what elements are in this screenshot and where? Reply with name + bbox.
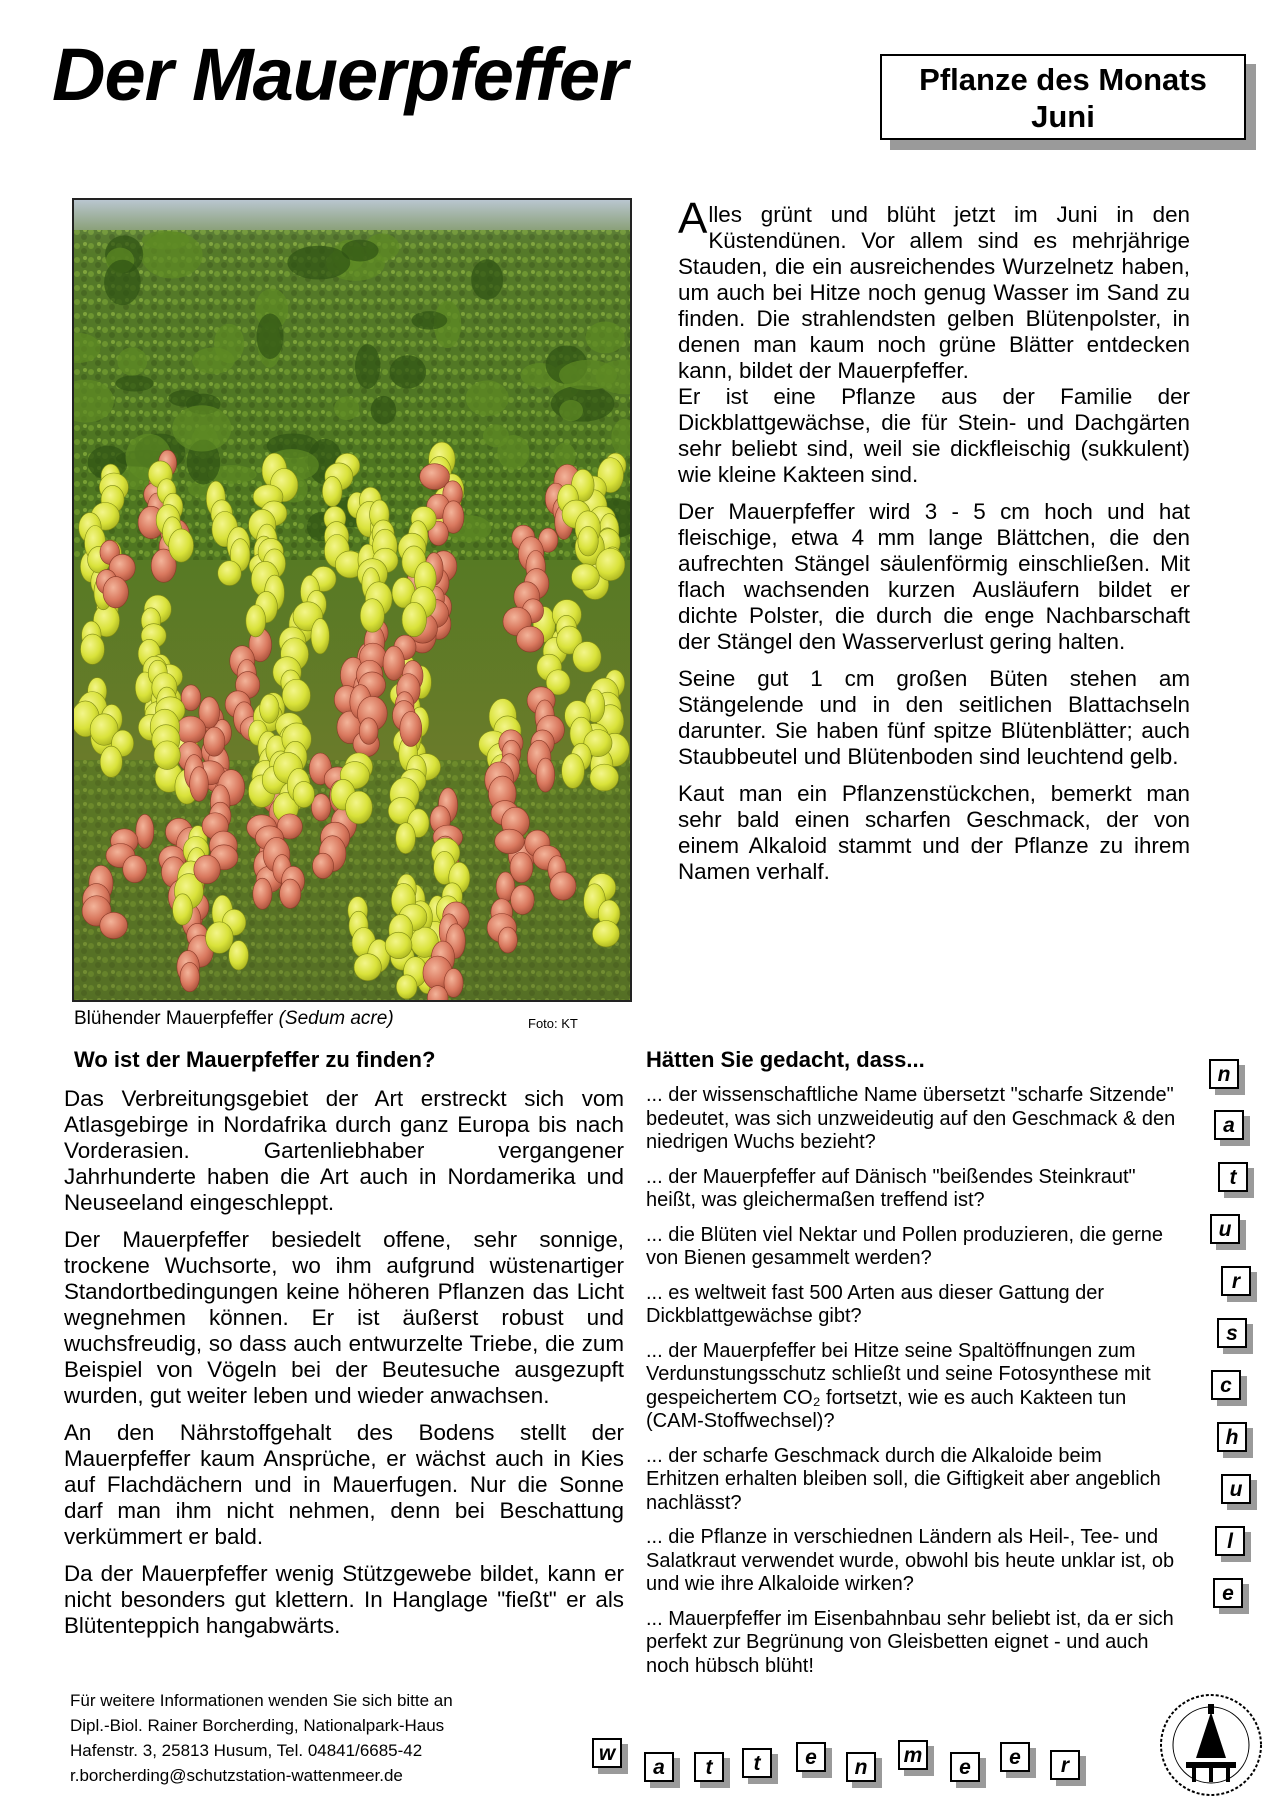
caption-species: (Sedum acre) [278,1008,394,1029]
drop-cap: A [678,194,708,243]
fact-item: ... Mauerpfeffer im Eisenbahnbau sehr beliebt ist, da er sich perfekt zur Begrünung von Gleisbetten eignet - und auch noch hübsch blüht! [646,1607,1174,1677]
side-letter: t [1218,1162,1248,1192]
find-paragraph: Das Verbreitungsgebiet der Art erstreckt sich vom Atlasgebirge in Nordafrika durch ganz Europa bis nach Vorderasien. Gartenliebhaber vergangener Jahrhunderte haben die Art auch in Nordamerika und Neuseeland eingeschleppt. [64,1086,624,1215]
photo-caption [74,1008,394,1030]
bottom-letter: t [742,1748,772,1778]
intro-column [678,194,1190,896]
contact-line: Hafenstr. 3, 25813 Husum, Tel. 04841/6685-42 [70,1741,423,1760]
bottom-letter: m [898,1740,928,1770]
bottom-letter: e [950,1752,980,1782]
find-paragraph: Da der Mauerpfeffer wenig Stützgewebe bildet, kann er nicht besonders gut klettern. In Hanglage "fießt" er als Blütenteppich hangabwärts. [64,1561,624,1638]
facts-list [646,1084,1176,1689]
bottom-letter: w [592,1738,622,1768]
side-letter: u [1210,1214,1240,1244]
find-paragraph: An den Nährstoffgehalt des Bodens stellt der Mauerpfeffer kaum Ansprüche, er wächst auch in Kies auf Flachdächern und in Mauerfugen. Nur die Sonne darf man ihm nicht nehmen, denn bei Beschattung verkümmert er bald. [64,1420,624,1549]
find-paragraph: Der Mauerpfeffer besiedelt offene, sehr sonnige, trockene Wuchsorte, wo ihm aufgrund wüstenartiger Standortbedingungen keine höheren Pflanzen das Licht wegnehmen können. Er ist äußerst robust und wuchsfreudig, so dass auch entwurzelte Triebe, die zum Beispiel von Vögeln bei der Beutesuche ausgezupft wurden, gut weiter leben und wieder anwachsen. [64,1227,624,1408]
bottom-letter: e [796,1742,826,1772]
bottom-letter: r [1050,1750,1080,1780]
intro-paragraph-1b: Er ist eine Pflanze aus der Familie der Dickblattgewächse, die für Stein- und Dachgärten sehr beliebt sind, weil sie dickfleischig (sukkulent) wie kleine Kakteen sind. [678,384,1190,487]
plant-photo [72,198,632,1002]
fact-item: ... es weltweit fast 500 Arten aus dieser Gattung der Dickblattgewächse gibt? [646,1281,1105,1327]
intro-paragraph-3: Seine gut 1 cm großen Büten stehen am Stängelende und in den seitlichen Blattachseln darunter. Sie haben fünf spitze Blütenblätter; auch Staubbeutel und Blütenboden sind leuchtend gelb. [678,666,1190,769]
side-letter: a [1214,1110,1244,1140]
fact-item: ... der scharfe Geschmack durch die Alkaloide beim Erhitzen erhalten bleiben soll, die Giftigkeit aber angeblich nachlässt? [646,1444,1161,1514]
caption-prefix: Blühender Mauerpfeffer [74,1008,279,1029]
intro-paragraph-1: Alles grünt und blüht jetzt im Juni in den Küstendünen. Vor allem sind es mehrjährige Stauden, die ein ausreichendes Wurzelnetz haben, um auch bei Hitze noch genug Wasser im Sand zu finden. Die strahlendsten gelben Blütenpolster, in denen man kaum noch grüne Blätter entdecken kann, bildet der Mauerpfeffer. [678,194,1190,383]
contact-line: Dipl.-Biol. Rainer Borcherding, Nationalpark-Haus [70,1716,445,1735]
find-column [64,1086,624,1650]
contact-email: r.borcherding@schutzstation-wattenmeer.de [70,1766,403,1785]
side-letter: s [1217,1318,1247,1348]
month-box-line2: Juni [1031,99,1095,134]
contact-info [70,1688,453,1788]
intro-paragraph-2: Der Mauerpfeffer wird 3 - 5 cm hoch und hat fleischige, etwa 4 mm lange Blättchen, die den aufrechten Stängel säulenförmig einschließen. Mit flach wachsenden kurzen Ausläufern bildet er dichte Polster, die durch die enge Nachbarschaft der Stängel den Wasserverlust gering halten. [678,499,1190,654]
side-letter: u [1221,1474,1251,1504]
plant-of-month-box [880,54,1246,140]
side-letter: c [1211,1370,1241,1400]
side-letter: e [1213,1578,1243,1608]
side-letter: n [1209,1059,1239,1089]
bottom-letter: e [1000,1742,1030,1772]
bottom-letter: n [846,1752,876,1782]
side-letter: h [1217,1422,1247,1452]
intro-paragraph-4: Kaut man ein Pflanzenstückchen, bemerkt man sehr bald einen scharfen Geschmack, der von einem Alkaloid stammt und der Pflanze zu ihrem Namen verhalf. [678,781,1190,884]
fact-item: ... der wissenschaftliche Name übersetzt "scharfe Sitzende" bedeutet, was sich unzweideutig auf den Geschmack & den niedrigen Wuchs bezieht? [646,1084,1176,1153]
sedum-photo-illustration [74,200,630,1000]
side-letter: l [1215,1526,1245,1556]
page-title: Der Mauerpfeffer [52,33,627,116]
schutzstation-logo-icon [1156,1690,1266,1800]
bottom-letter: t [694,1752,724,1782]
fact-item: ... die Blüten viel Nektar und Pollen produzieren, die gerne von Bienen gesammelt werden? [646,1223,1163,1269]
contact-line: Für weitere Informationen wenden Sie sich bitte an [70,1691,453,1710]
find-heading: Wo ist der Mauerpfeffer zu finden? [74,1047,436,1072]
bottom-letter: a [644,1752,674,1782]
fact-item: ... der Mauerpfeffer bei Hitze seine Spaltöffnungen zum Verdunstungsschutz schließt und seine Fotosynthese mit gespeichertem CO₂ fortsetzt, wie es auch Kakteen tun (CAM-Stoffwechsel)? [646,1339,1151,1432]
photo-credit: Foto: KT [528,1016,578,1031]
fact-item: ... die Pflanze in verschiednen Ländern als Heil-, Tee- und Salatkraut verwendet wurde, obwohl bis heute unklar ist, ob und wie ihre Alkaloide wirken? [646,1526,1175,1595]
month-box-line1: Pflanze des Monats [919,62,1207,97]
side-letter: r [1221,1266,1251,1296]
fact-item: ... der Mauerpfeffer auf Dänisch "beißendes Steinkraut" heißt, was gleichermaßen treffend ist? [646,1165,1136,1211]
facts-heading: Hätten Sie gedacht, dass... [646,1047,925,1072]
